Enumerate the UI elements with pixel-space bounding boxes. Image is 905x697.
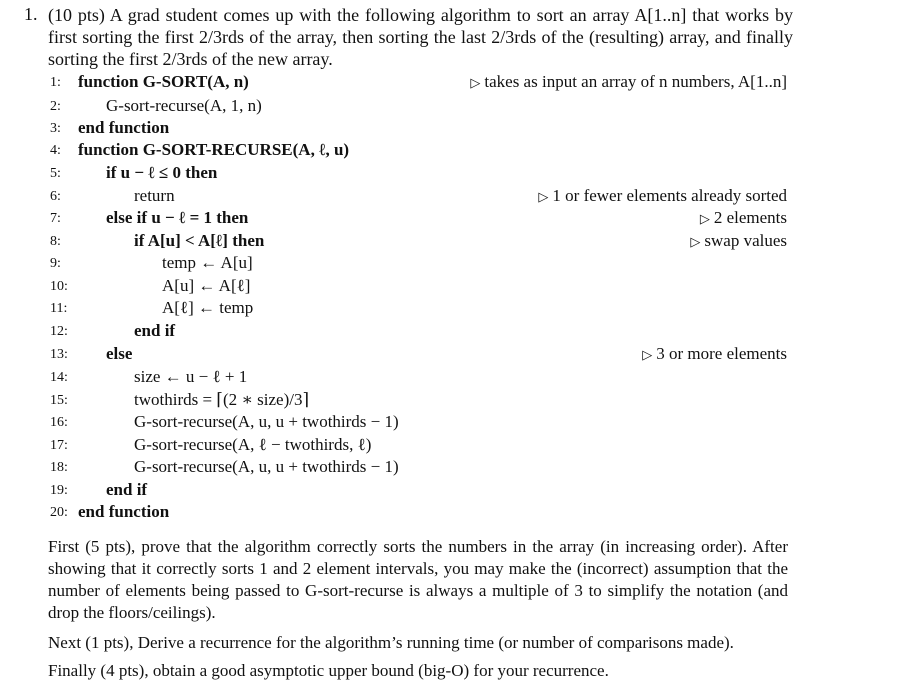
algorithm-line (0, 118, 905, 140)
line-number: 10: (50, 279, 68, 294)
code-text: end function (78, 118, 170, 137)
code-text: if A[u] < A[ℓ] then (134, 231, 265, 250)
code-text: G-sort-recurse(A, ℓ − twothirds, ℓ) (134, 435, 372, 454)
line-number: 20: (50, 505, 68, 520)
algorithm-line (0, 412, 905, 434)
code-text: twothirds = ⌈(2 ∗ size)/3⌉ (134, 390, 310, 409)
algorithm-line (0, 344, 905, 366)
code-text: G-sort-recurse(A, 1, n) (106, 96, 262, 115)
question-number: 1. (24, 4, 38, 24)
part-first: First (5 pts), prove that the algorithm correctly sorts the numbers in the array (in increasing order). After showing that it correctly sorts 1 and 2 element intervals, you may make the (incorrect) assumption that the number of elements being passed to G-sort-recurse is always a multiple of 3 to simplify the notation (and drop the floors/ceilings). (48, 537, 788, 622)
code-comment (700, 208, 787, 228)
algorithm-line (0, 96, 905, 118)
line-number: 6: (50, 189, 61, 204)
code-text: A[u] ← A[ℓ] (162, 276, 251, 295)
line-number: 11: (50, 301, 68, 316)
code-comment (538, 186, 787, 206)
line-number: 4: (50, 143, 61, 158)
algorithm-line (0, 367, 905, 389)
algorithm-line (0, 186, 905, 208)
algorithm-line (0, 457, 905, 479)
code-comment (690, 231, 787, 251)
algorithm-line (0, 390, 905, 412)
algorithm-line (0, 298, 905, 320)
algorithm-line (0, 140, 905, 162)
code-text: function G-SORT-RECURSE(A, ℓ, u) (78, 140, 350, 159)
comment-triangle-icon: ▷ (642, 347, 653, 362)
code-comment (642, 344, 787, 364)
algorithm-line (0, 321, 905, 343)
algorithm-line (0, 502, 905, 524)
code-text: G-sort-recurse(A, u, u + twothirds − 1) (134, 412, 399, 431)
line-number: 17: (50, 438, 68, 453)
line-number: 2: (50, 99, 61, 114)
line-number: 1: (50, 75, 61, 90)
algorithm-line (0, 231, 905, 253)
code-text: if u − ℓ ≤ 0 then (106, 163, 218, 182)
line-number: 16: (50, 415, 68, 430)
comment-triangle-icon: ▷ (538, 189, 549, 204)
code-text: size ← u − ℓ + 1 (134, 367, 248, 386)
question-intro: (10 pts) A grad student comes up with the following algorithm to sort an array A[1..n] that works by first sorting the first 2/3rds of the array, then sorting the last 2/3rds of the (resulting) array, and finally sorting the first 2/3rds of the new array. (48, 5, 793, 69)
comment-triangle-icon: ▷ (699, 211, 710, 226)
code-text: G-sort-recurse(A, u, u + twothirds − 1) (134, 457, 399, 476)
line-number: 9: (50, 256, 61, 271)
algorithm-line (0, 253, 905, 275)
code-text: end if (134, 321, 176, 340)
algorithm-line (0, 480, 905, 502)
algorithm-line (0, 163, 905, 185)
code-text: end if (106, 480, 148, 499)
comment-text: swap values (704, 231, 787, 250)
algorithm-line (0, 276, 905, 298)
algorithm-line (0, 208, 905, 230)
line-number: 3: (50, 121, 61, 136)
line-number: 13: (50, 347, 68, 362)
line-number: 5: (50, 166, 61, 181)
line-number: 15: (50, 393, 68, 408)
code-text: temp ← A[u] (162, 253, 253, 272)
comment-triangle-icon: ▷ (470, 75, 481, 90)
code-comment (470, 72, 787, 92)
line-number: 8: (50, 234, 61, 249)
code-text: function G-SORT(A, n) (78, 72, 249, 91)
line-number: 12: (50, 324, 68, 339)
comment-text: 3 or more elements (656, 344, 787, 363)
algorithm-line (0, 435, 905, 457)
line-number: 7: (50, 211, 61, 226)
code-text: A[ℓ] ← temp (162, 298, 254, 317)
code-text: else (106, 344, 133, 363)
line-number: 18: (50, 460, 68, 475)
code-text: return (134, 186, 175, 205)
comment-text: 1 or fewer elements already sorted (552, 186, 787, 205)
code-text: end function (78, 502, 170, 521)
code-text: else if u − ℓ = 1 then (106, 208, 249, 227)
line-number: 14: (50, 370, 68, 385)
part-next: Next (1 pts), Derive a recurrence for the algorithm’s running time (or number of comparisons made). (48, 633, 734, 652)
comment-triangle-icon: ▷ (690, 234, 701, 249)
part-finally: Finally (4 pts), obtain a good asymptotic upper bound (big-O) for your recurrence. (48, 661, 609, 680)
comment-text: takes as input an array of n numbers, A[1..n] (484, 72, 787, 91)
comment-text: 2 elements (713, 208, 787, 227)
algorithm-line (0, 72, 905, 94)
line-number: 19: (50, 483, 68, 498)
